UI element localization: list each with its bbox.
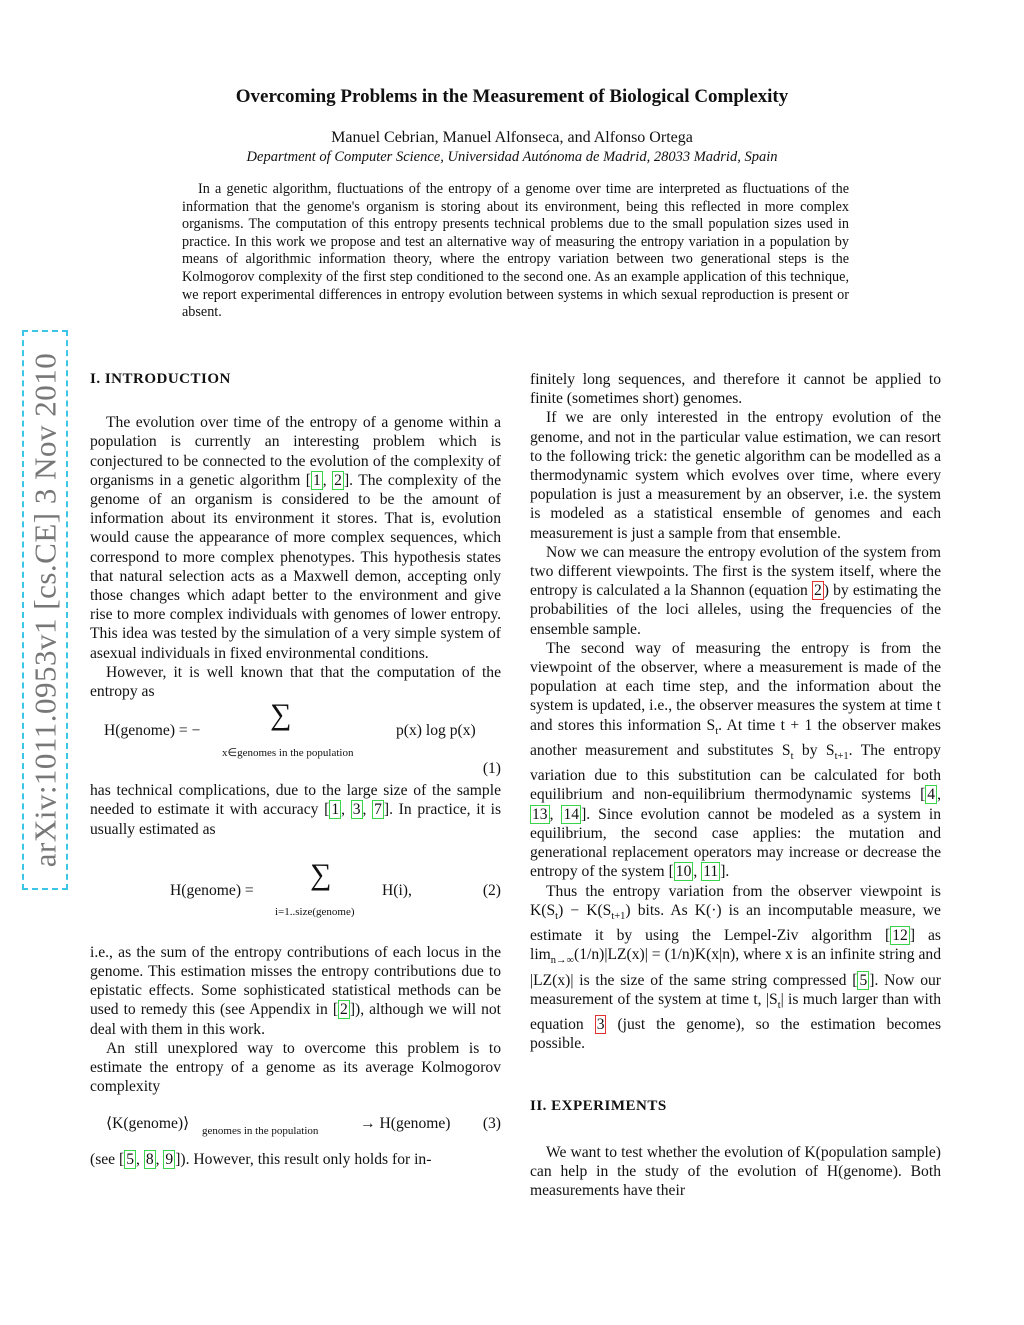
equation-3: ⟨K(genome)⟩ genomes in the population → H(genome) (3) xyxy=(106,1115,501,1138)
citation[interactable]: 10 xyxy=(675,863,692,881)
equation-1: H(genome) = − ∑ x∈genomes in the population p(x) log p(x) (1) xyxy=(104,698,501,778)
paragraph: finitely long sequences, and therefore it cannot be applied to finite (sometimes short) genomes. xyxy=(530,371,941,408)
equation-link[interactable]: 3 xyxy=(596,1016,605,1034)
left-column xyxy=(90,370,501,1170)
citation[interactable]: 2 xyxy=(334,471,342,489)
authors: Manuel Cebrian, Manuel Alfonseca, and Alfonso Ortega xyxy=(331,129,693,146)
citation[interactable]: 13 xyxy=(532,805,548,823)
paragraph: The second way of measuring the entropy is from the viewpoint of the observer, where a measurement is made of the population at each time step, and the information about the system is updated, i.e., the observer measures the system at time t and stores this information $S_t$. At time t + 1 the observer makes another measurement and substitutes $S_t$ by $S_{t+1}$. The entropy variation due to this substitution can be calculated for both equilibrium and non-equilibrium thermodynamic systems [ 4 , 13 , 14 ]. Since evolution cannot be modeled as a system in equilibrium, the second case applies: the mutation and generational replacement operators may increase or decrease the entropy of the system [ 10 , 11 ]. xyxy=(530,639,941,881)
arxiv-id: arXiv:1011.0953v1 [cs.CE] 3 Nov 2010 xyxy=(27,352,63,868)
equation-link[interactable]: 2 xyxy=(813,582,822,600)
citation[interactable]: 2 xyxy=(340,1001,348,1019)
paragraph: Now we can measure the entropy evolution of the system from two different viewpoints. The first is the system itself, where the entropy is calculated a la Shannon (equation 2 ) by estimating the probabilities of the loci alleles, using the frequencies of the ensemble sample. xyxy=(530,543,941,638)
citation[interactable]: 8 xyxy=(145,1151,154,1169)
paragraph: i.e., as the sum of the entropy contributions of each locus in the genome. This estimation misses the entropy contributions due to epistatic effects. Some sophisticated statistical methods can be used to remedy this (see Appendix in [ 2 ]), although we will not deal with them in this work. xyxy=(90,943,502,1038)
citation[interactable]: 11 xyxy=(703,863,719,881)
affiliation: Department of Computer Science, Universidad Autónoma de Madrid, 28033 Madrid, Spain xyxy=(246,149,778,165)
citation[interactable]: 12 xyxy=(892,927,908,945)
paragraph: If we are only interested in the entropy evolution of the genome, and not in the particular value estimation, we can resort to the following trick: the genetic algorithm can be modelled as a thermodynamic system which evolves over time, where every population is just a measurement by an observer, i.e. the system is modeled as a statistical ensemble of genomes and each measurement is just a sample from that ensemble. xyxy=(530,409,941,542)
citation[interactable]: 5 xyxy=(126,1151,135,1169)
paragraph: An still unexplored way to overcome this problem is to estimate the entropy of a genome as its average Kolmogorov complexity xyxy=(90,1039,501,1096)
citation[interactable]: 1 xyxy=(331,801,340,819)
section-heading-introduction: I. INTRODUCTION xyxy=(90,371,231,387)
citation[interactable]: 1 xyxy=(312,471,321,489)
paragraph: has technical complications, due to the large size of the sample needed to estimate it with accuracy [ 1 , 3 , 7 ]. In practice, it is usually estimated as xyxy=(90,782,502,838)
paragraph: The evolution over time of the entropy of a genome within a population is currently an interesting problem which is conjectured to be connected to the evolution of the complexity of organisms in a genetic algorithm [ 1 , 2 ]. The complexity of the genome of an organism is considered to be the amount of information about its environment it stores. That is, evolution would cause the appearance of more complex sequences, which correspond to more complex phenotypes. This hypothesis states that natural selection acts as a Maxwell demon, accepting only those changes which adapt better to the environment and give rise to more complex individuals with genomes of lower entropy. This idea was tested by the simulation of a very simple system of asexual individuals in fixed environmental conditions. xyxy=(90,414,501,662)
citation[interactable]: 7 xyxy=(374,801,382,819)
citation[interactable]: 3 xyxy=(352,801,361,819)
citation[interactable]: 5 xyxy=(859,971,868,989)
citation[interactable]: 9 xyxy=(165,1151,174,1169)
abstract: In a genetic algorithm, fluctuations of the entropy of a genome over time are interpreted as fluctuations of the information that the genome's organism is storing about its environment, being this reflected in more complex organisms. The computation of this entropy presents technical problems due to the small population sizes used in practice. In this work we propose and test an alternative way of measuring the entropy variation in a population by means of algorithmic information theory, where the entropy variation between two generational steps is the Kolmogorov complexity of the first step conditioned to the second one. As an example application of this technique, we report experimental differences in entropy evolution between systems in which sexual reproduction is present or absent. xyxy=(182,181,849,321)
paragraph: (see [ 5 , 8 , 9 ]). However, this result only holds for in- xyxy=(90,1151,432,1169)
paragraph: However, it is well known that that the computation of the entropy as xyxy=(90,663,501,701)
equation-2: H(genome) = ∑ i=1..size(genome) H(i), (2) xyxy=(170,857,501,918)
arxiv-stamp xyxy=(22,330,68,890)
citation[interactable]: 4 xyxy=(927,786,936,804)
paper-title: Overcoming Problems in the Measurement of Biological Complexity xyxy=(235,86,789,107)
paragraph: Thus the entropy variation from the observer viewpoint is $K(S_t) - K(S_{t+1})$ bits. As K(·) is an incomputable measure, we estimate it by using the Lempel-Ziv algorithm [ 12 ] as $\lim_{n\to\infty}(1/n)|LZ(x)| = (1/n)K(x|n)$, where x is an infinite string and |LZ(x)| is the size of the same string compressed [ 5 ]. Now our measurement of the system at time t, $|S_t|$ is much larger than with equation 3 (just the genome), so the estimation becomes possible. xyxy=(530,882,942,1053)
section-heading-experiments: II. EXPERIMENTS xyxy=(530,1098,667,1115)
right-column xyxy=(530,370,941,1200)
paragraph: We want to test whether the evolution of K(population sample) can help in the study of the evolution of H(genome). Both measurements have their xyxy=(530,1143,941,1200)
citation[interactable]: 14 xyxy=(563,805,580,823)
